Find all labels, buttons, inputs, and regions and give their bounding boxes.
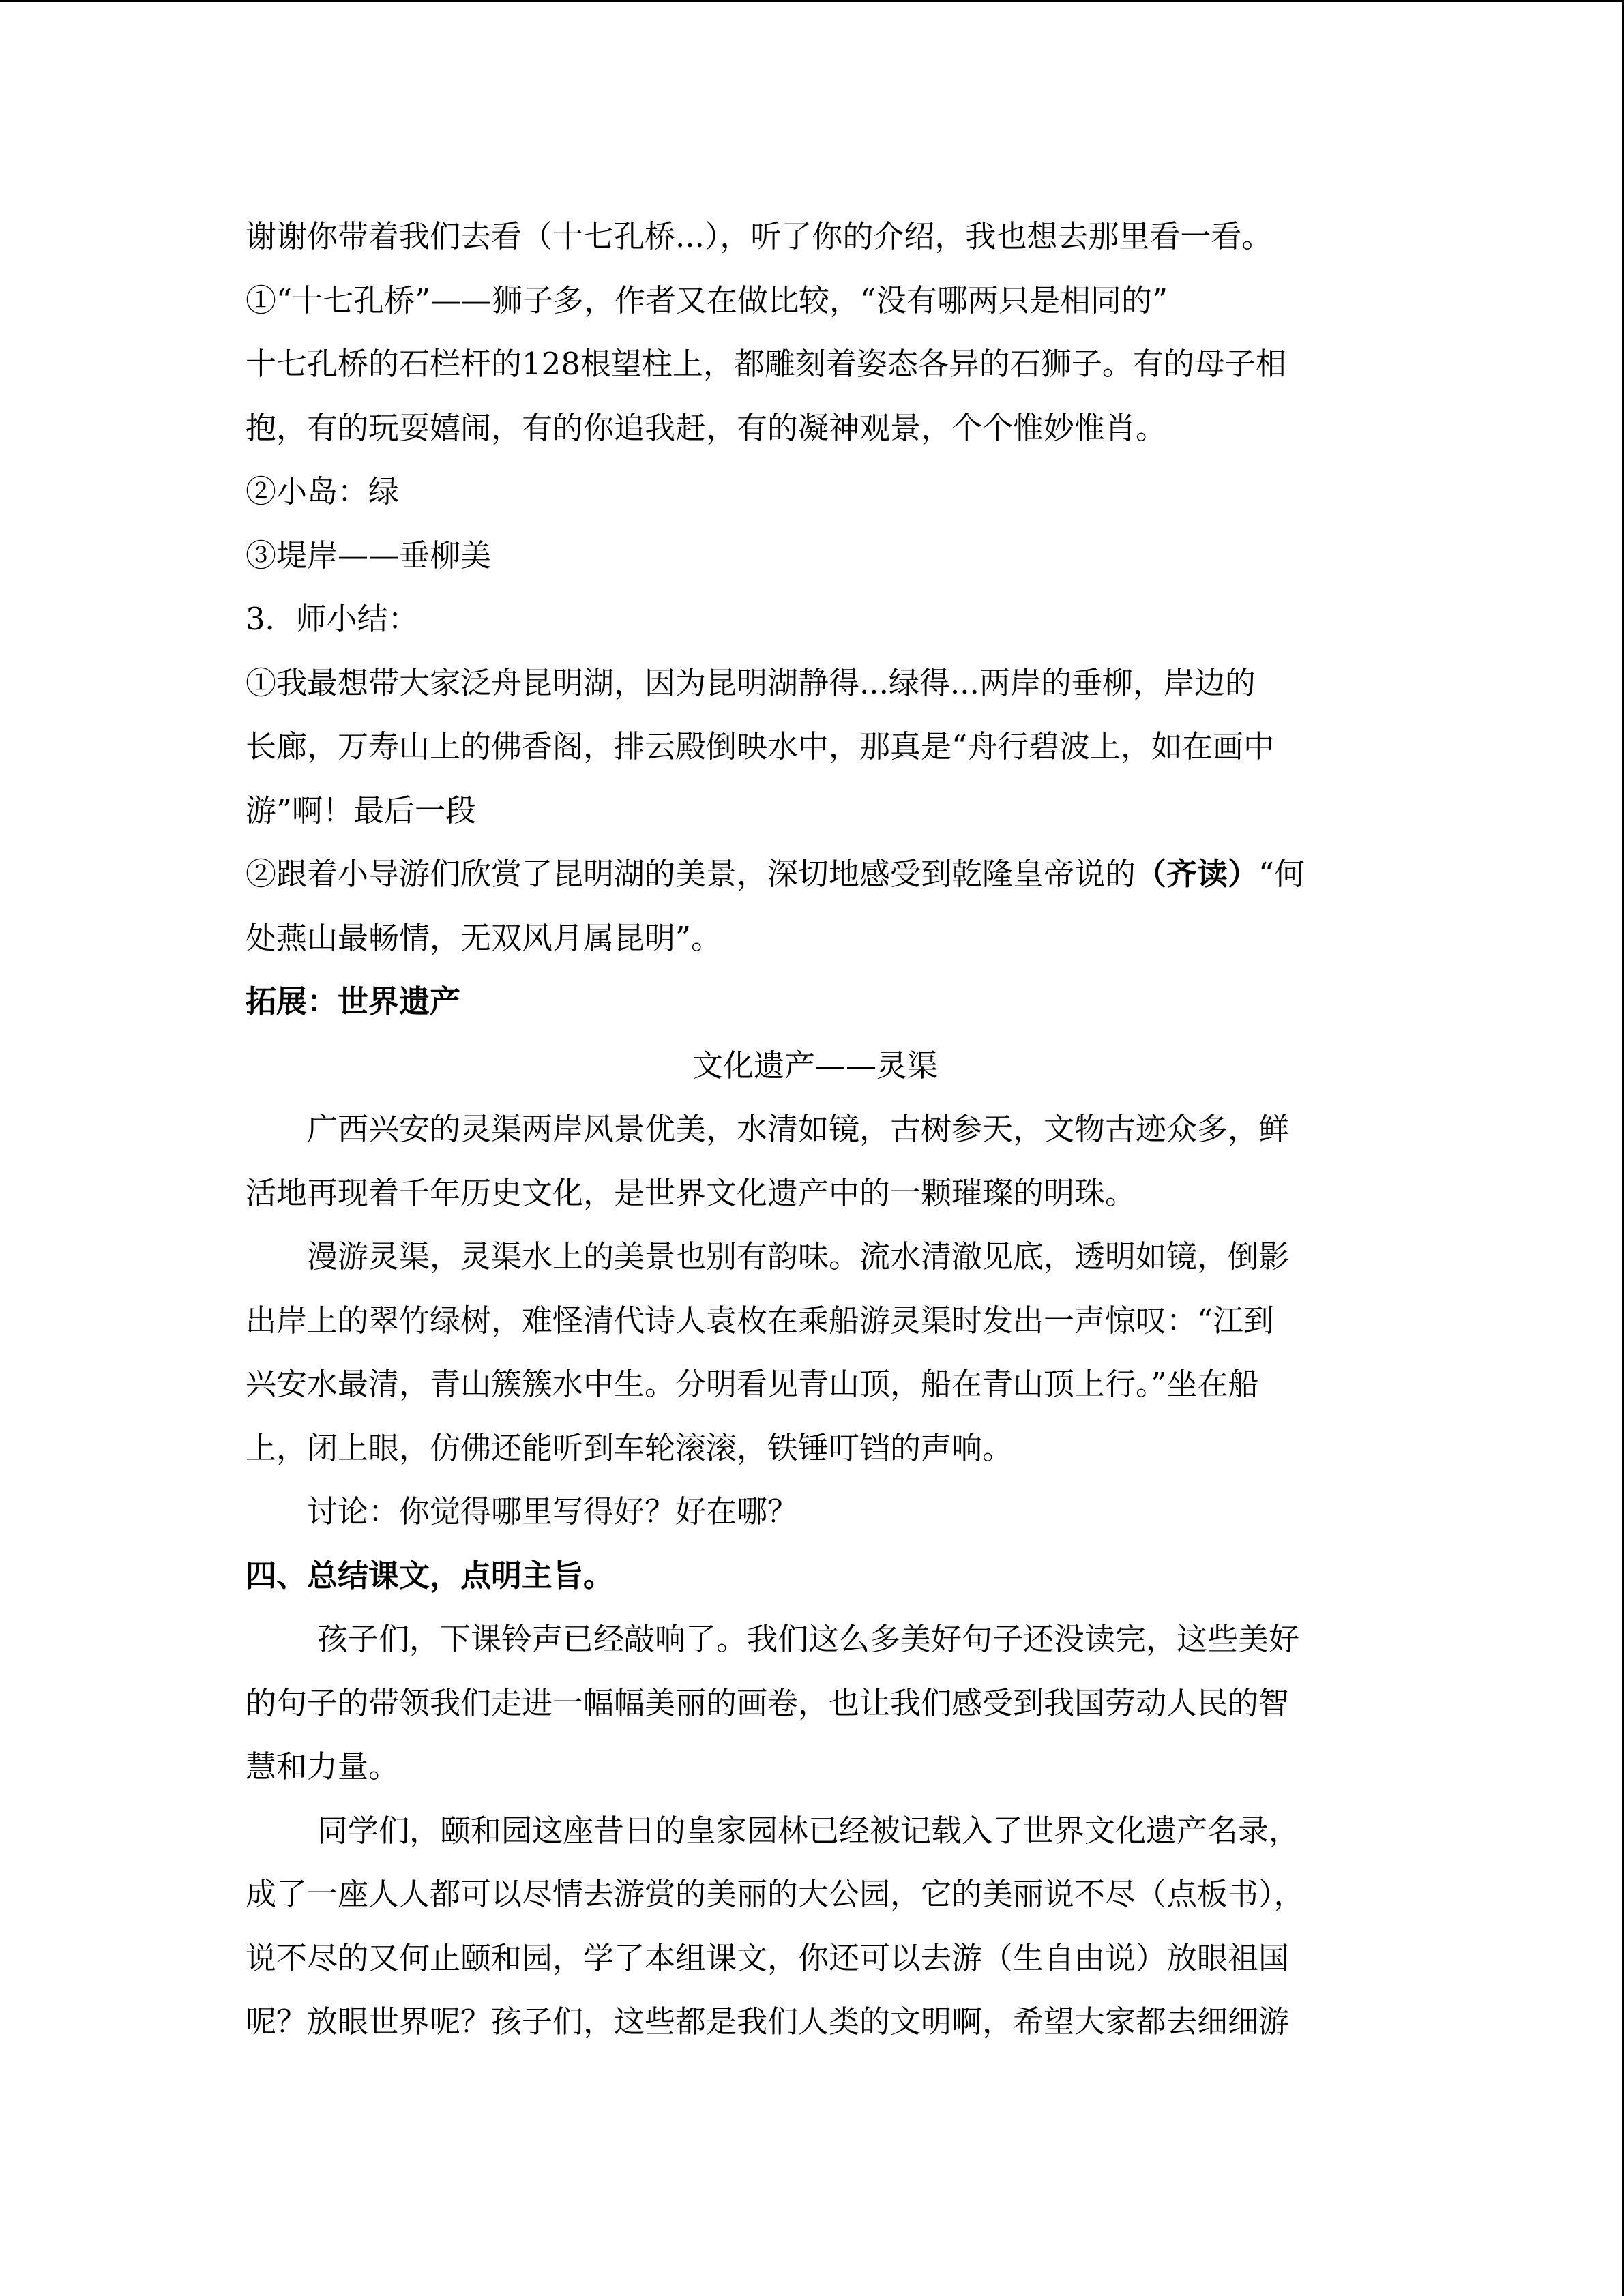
text-line: ②小岛：绿	[246, 473, 400, 509]
text-line: 广西兴安的灵渠两岸风景优美，水清如镜，古树参天，文物古迹众多，鲜	[307, 1111, 1290, 1147]
text-line: 3．师小结：	[246, 601, 419, 637]
text-line: ①我最想带大家泛舟昆明湖，因为昆明湖静得...绿得...两岸的垂柳，岸边的	[246, 664, 1256, 701]
text-line: 活地再现着千年历史文化，是世界文化遗产中的一颗璀璨的明珠。	[246, 1174, 1136, 1211]
text-line: 漫游灵渠，灵渠水上的美景也别有韵味。流水清澈见底，透明如镜，倒影	[307, 1238, 1290, 1274]
text-line: 说不尽的又何止颐和园，学了本组课文，你还可以去游（生自由说）放眼祖国	[246, 1939, 1290, 1976]
page-border-top	[0, 0, 1624, 2]
text-line: 上，闭上眼，仿佛还能听到车轮滚滚，铁锤叮铛的声响。	[246, 1429, 1014, 1466]
text-line: 谢谢你带着我们去看（十七孔桥...），听了你的介绍，我也想去那里看一看。	[246, 218, 1273, 254]
text-line: 同学们，颐和园这座昔日的皇家园林已经被记载入了世界文化遗产名录，	[317, 1812, 1300, 1849]
text-line: 抱，有的玩耍嬉闹，有的你追我赶，有的凝神观景，个个惟妙惟肖。	[246, 409, 1167, 446]
bold-span: （齐读）	[1136, 856, 1259, 892]
text-line: 呢？放眼世界呢？孩子们，这些都是我们人类的文明啊，希望大家都去细细游	[246, 2003, 1290, 2040]
text-line: 游”啊！最后一段	[246, 792, 477, 829]
text-line: 出岸上的翠竹绿树，难怪清代诗人袁枚在乘船游灵渠时发出一声惊叹：“江到	[246, 1302, 1275, 1339]
text-line: 孩子们，下课铃声已经敲响了。我们这么多美好句子还没读完，这些美好	[317, 1621, 1300, 1657]
text-line: 兴安水最清，青山簇簇水中生。分明看见青山顶，船在青山顶上行。”坐在船	[246, 1366, 1259, 1402]
text-line: 十七孔桥的石栏杆的128根望柱上，都雕刻着姿态各异的石狮子。有的母子相	[246, 346, 1286, 382]
text-line: ③堤岸——垂柳美	[246, 537, 492, 573]
section-heading: 四、总结课文，点明主旨。	[246, 1557, 615, 1594]
text-line: 的句子的带领我们走进一幅幅美丽的画卷，也让我们感受到我国劳动人民的智	[246, 1684, 1290, 1721]
text-line-mixed	[246, 842, 1385, 906]
text-span: “何	[1258, 856, 1305, 892]
text-line: 长廊，万寿山上的佛香阁，排云殿倒映水中，那真是“舟行碧波上，如在画中	[246, 728, 1275, 764]
document-body	[246, 205, 1385, 2054]
subheading-centered: 文化遗产——灵渠	[692, 1047, 938, 1084]
text-line: ①“十七孔桥”——狮子多，作者又在做比较，“没有哪两只是相同的”	[246, 282, 1168, 318]
text-line: 慧和力量。	[246, 1748, 400, 1785]
section-heading: 拓展：世界遗产	[246, 983, 461, 1019]
text-span: ②跟着小导游们欣赏了昆明湖的美景，深切地感受到乾隆皇帝说的	[246, 856, 1136, 892]
text-line: 讨论：你觉得哪里写得好？好在哪？	[307, 1493, 799, 1530]
text-line: 成了一座人人都可以尽情去游赏的美丽的大公园，它的美丽说不尽（点板书），	[246, 1876, 1305, 1912]
text-line: 处燕山最畅情，无双风月属昆明”。	[246, 919, 722, 956]
